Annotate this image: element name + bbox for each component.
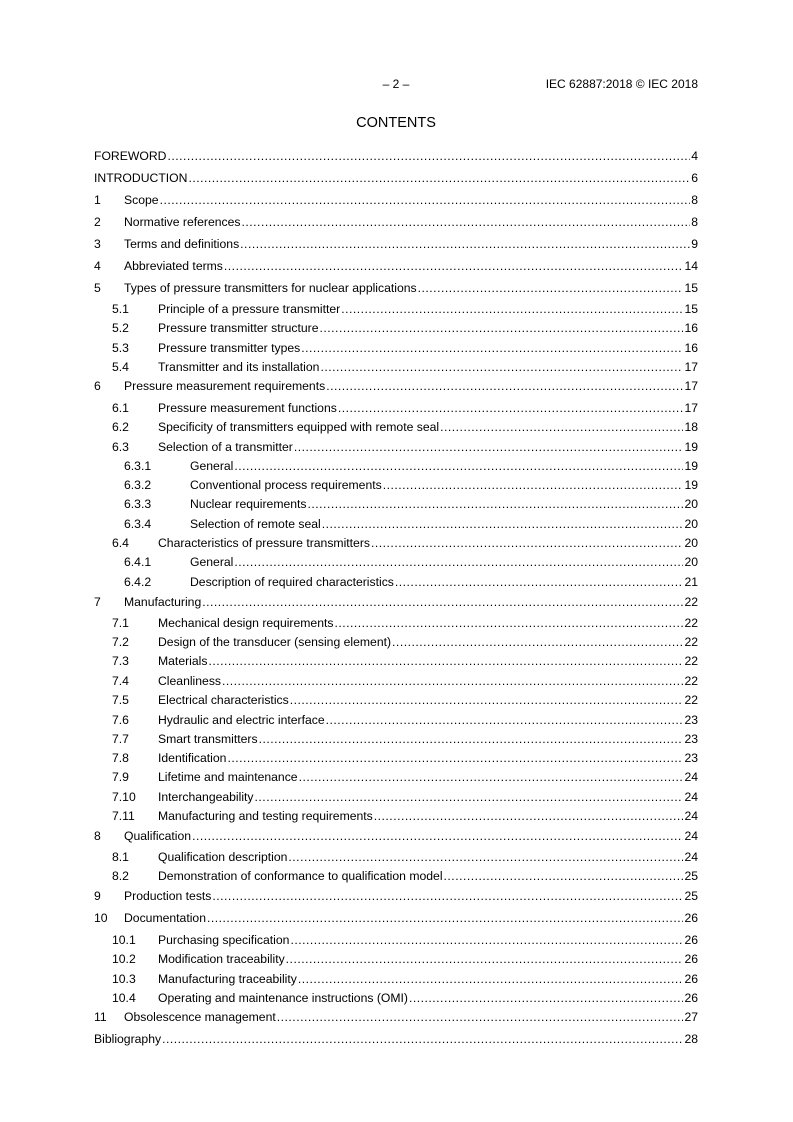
toc-dot-leader: [255, 789, 684, 805]
toc-entry-number: 10.2: [112, 952, 136, 966]
toc-entry-title: Principle of a pressure transmitter: [158, 302, 341, 316]
toc-entry-number: 7.2: [112, 635, 129, 649]
toc-entry-page: 17: [684, 379, 698, 393]
toc-entry-number: 3: [94, 237, 101, 251]
toc-entry-number: 6.3.2: [124, 478, 152, 492]
toc-entry-number: 6.3.4: [124, 517, 152, 531]
toc-entry-page: 22: [684, 654, 698, 668]
toc-dot-leader: [160, 192, 691, 208]
toc-entry[interactable]: [94, 712, 698, 728]
toc-entry[interactable]: [94, 653, 698, 669]
toc-entry-number: 6.4.2: [124, 575, 152, 589]
toc-entry-title: Qualification: [124, 829, 192, 843]
toc-entry-number: 7.1: [112, 616, 129, 630]
toc-entry[interactable]: [94, 439, 698, 455]
toc-entry-title: Selection of remote seal: [190, 517, 321, 531]
toc-entry-number: 4: [94, 259, 101, 273]
toc-entry-number: 6.3: [112, 440, 129, 454]
toc-entry-title: Qualification description: [158, 850, 288, 864]
toc-entry[interactable]: [94, 535, 698, 551]
toc-entry[interactable]: [94, 990, 698, 1006]
toc-entry-title: Materials: [158, 654, 208, 668]
toc-dot-leader: [299, 769, 684, 785]
toc-entry-title: Hydraulic and electric interface: [158, 713, 325, 727]
toc-entry-page: 21: [684, 575, 698, 589]
toc-entry-title: Types of pressure transmitters for nuclear applications: [124, 281, 417, 295]
toc-entry[interactable]: [94, 359, 698, 375]
toc-entry-page: 16: [684, 341, 698, 355]
toc-entry[interactable]: [94, 554, 698, 570]
toc-dot-leader: [383, 477, 684, 493]
toc-entry-title: Transmitter and its installation: [158, 360, 320, 374]
toc-entry[interactable]: [94, 634, 698, 650]
toc-dot-leader: [227, 750, 683, 766]
toc-entry[interactable]: [94, 320, 698, 336]
toc-entry-title: Demonstration of conformance to qualification model: [158, 869, 443, 883]
toc-entry-title: Pressure transmitter structure: [158, 321, 319, 335]
toc-dot-leader: [290, 692, 684, 708]
toc-entry-page: 8: [691, 193, 698, 207]
toc-entry[interactable]: [94, 400, 698, 416]
toc-entry-title: Design of the transducer (sensing element): [158, 635, 392, 649]
toc-dot-leader: [395, 574, 684, 590]
toc-entry[interactable]: [94, 378, 698, 394]
toc-entry-title: Selection of a transmitter: [158, 440, 293, 454]
toc-entry-title: Mechanical design requirements: [158, 616, 334, 630]
toc-entry-title: Obsolescence management: [124, 1010, 276, 1024]
toc-entry[interactable]: [94, 170, 698, 186]
toc-entry-page: 23: [684, 751, 698, 765]
toc-entry-page: 24: [684, 790, 698, 804]
page-number: – 2 –: [382, 77, 410, 91]
toc-dot-leader: [290, 932, 683, 948]
toc-entry-title: Cleanliness: [158, 674, 222, 688]
toc-entry-title: Purchasing specification: [158, 933, 290, 947]
toc-entry-page: 24: [684, 809, 698, 823]
toc-entry-page: 4: [691, 149, 698, 163]
toc-entry-page: 20: [684, 517, 698, 531]
toc-entry[interactable]: [94, 769, 698, 785]
toc-dot-leader: [277, 1009, 684, 1025]
toc-entry-page: 17: [684, 360, 698, 374]
toc-entry-title: General: [190, 555, 234, 569]
toc-entry[interactable]: [94, 419, 698, 435]
toc-entry-number: 7.9: [112, 770, 129, 784]
toc-entry-title: Documentation: [124, 911, 206, 925]
toc-entry[interactable]: [94, 236, 698, 252]
toc-dot-leader: [212, 888, 683, 904]
toc-entry-number: 5.4: [112, 360, 129, 374]
toc-entry-title: Operating and maintenance instructions (OMI): [158, 991, 408, 1005]
toc-entry-page: 22: [684, 635, 698, 649]
toc-entry[interactable]: [94, 280, 698, 296]
toc-entry[interactable]: [94, 615, 698, 631]
toc-entry[interactable]: [94, 1031, 698, 1047]
toc-dot-leader: [308, 496, 684, 512]
toc-entry[interactable]: [94, 458, 698, 474]
toc-entry-title: General: [190, 459, 234, 473]
toc-entry-page: 20: [684, 555, 698, 569]
toc-dot-leader: [440, 419, 683, 435]
toc-dot-leader: [202, 594, 683, 610]
toc-entry[interactable]: [94, 828, 698, 844]
toc-entry[interactable]: [94, 673, 698, 689]
toc-entry-page: 26: [684, 952, 698, 966]
toc-entry-number: 8: [94, 829, 101, 843]
toc-dot-leader: [240, 236, 690, 252]
toc-entry-title: INTRODUCTION: [94, 171, 188, 185]
toc-entry-page: 22: [684, 693, 698, 707]
toc-entry-number: 5: [94, 281, 101, 295]
toc-entry-page: 19: [684, 440, 698, 454]
toc-entry-page: 22: [684, 595, 698, 609]
toc-entry-number: 6.3.1: [124, 459, 152, 473]
toc-entry-title: Terms and definitions: [124, 237, 240, 251]
toc-entry[interactable]: [94, 731, 698, 747]
toc-entry-title: Conventional process requirements: [190, 478, 382, 492]
toc-entry-number: 10.3: [112, 972, 136, 986]
toc-entry[interactable]: [94, 594, 698, 610]
toc-entry-number: 2: [94, 215, 101, 229]
toc-entry-number: 7.6: [112, 713, 129, 727]
toc-entry-number: 7.5: [112, 693, 129, 707]
toc-entry-page: 28: [684, 1032, 698, 1046]
toc-entry-number: 7.8: [112, 751, 129, 765]
toc-entry-number: 6.4.1: [124, 555, 152, 569]
toc-dot-leader: [162, 1031, 683, 1047]
toc-entry[interactable]: [94, 808, 698, 824]
toc-entry[interactable]: [94, 750, 698, 766]
toc-entry-title: Pressure measurement functions: [158, 401, 337, 415]
toc-entry-page: 22: [684, 674, 698, 688]
toc-dot-leader: [294, 439, 684, 455]
toc-entry-number: 6.3.3: [124, 497, 152, 511]
toc-dot-leader: [167, 148, 690, 164]
toc-entry[interactable]: [94, 477, 698, 493]
toc-entry-page: 8: [691, 215, 698, 229]
toc-entry-page: 14: [684, 259, 698, 273]
toc-dot-leader: [298, 971, 684, 987]
toc-dot-leader: [320, 359, 683, 375]
toc-entry-number: 10: [94, 911, 108, 925]
toc-dot-leader: [371, 535, 683, 551]
toc-entry-page: 23: [684, 713, 698, 727]
toc-entry-number: 6: [94, 379, 101, 393]
contents-title: CONTENTS: [356, 115, 436, 131]
toc-entry-number: 6.1: [112, 401, 129, 415]
toc-dot-leader: [208, 653, 683, 669]
toc-entry[interactable]: [94, 849, 698, 865]
toc-dot-leader: [326, 378, 683, 394]
toc-entry-title: Normative references: [124, 215, 241, 229]
toc-entry[interactable]: [94, 868, 698, 884]
toc-entry-title: Modification traceability: [158, 952, 285, 966]
toc-dot-leader: [326, 712, 684, 728]
toc-entry-title: FOREWORD: [94, 149, 167, 163]
toc-entry-number: 8.2: [112, 869, 129, 883]
toc-dot-leader: [242, 214, 691, 230]
toc-entry-number: 7.4: [112, 674, 129, 688]
toc-entry-page: 26: [684, 933, 698, 947]
toc-entry-page: 16: [684, 321, 698, 335]
standard-reference: IEC 62887:2018 © IEC 2018: [545, 77, 698, 91]
toc-entry-page: 9: [691, 237, 698, 251]
toc-dot-leader: [234, 554, 683, 570]
toc-entry-number: 9: [94, 889, 101, 903]
toc-entry-title: Smart transmitters: [158, 732, 258, 746]
toc-entry[interactable]: [94, 214, 698, 230]
toc-dot-leader: [409, 990, 683, 1006]
toc-entry-number: 5.3: [112, 341, 129, 355]
toc-entry-number: 11: [94, 1010, 107, 1024]
toc-entry-title: Abbreviated terms: [124, 259, 223, 273]
toc-dot-leader: [341, 301, 683, 317]
toc-entry[interactable]: [94, 932, 698, 948]
toc-entry[interactable]: [94, 910, 698, 926]
toc-entry[interactable]: [94, 258, 698, 274]
toc-entry-title: Production tests: [124, 889, 212, 903]
toc-entry-number: 10.1: [112, 933, 136, 947]
toc-dot-leader: [188, 170, 690, 186]
toc-dot-leader: [286, 951, 684, 967]
toc-entry[interactable]: [94, 148, 698, 164]
toc-entry-page: 23: [684, 732, 698, 746]
toc-entry-title: Pressure measurement requirements: [124, 379, 326, 393]
toc-entry[interactable]: [94, 1009, 698, 1025]
toc-dot-leader: [224, 258, 684, 274]
toc-entry[interactable]: [94, 789, 698, 805]
toc-entry-page: 26: [684, 991, 698, 1005]
toc-entry-page: 22: [684, 616, 698, 630]
toc-entry-title: Bibliography: [94, 1032, 162, 1046]
toc-dot-leader: [374, 808, 684, 824]
toc-entry-title: Pressure transmitter types: [158, 341, 301, 355]
toc-entry[interactable]: [94, 192, 698, 208]
toc-entry-page: 25: [684, 889, 698, 903]
toc-entry-number: 5.2: [112, 321, 129, 335]
toc-entry-title: Manufacturing and testing requirements: [158, 809, 373, 823]
toc-entry-page: 27: [684, 1010, 698, 1024]
toc-dot-leader: [334, 615, 683, 631]
toc-entry-page: 19: [684, 478, 698, 492]
toc-entry-number: 7.7: [112, 732, 129, 746]
toc-dot-leader: [207, 910, 683, 926]
toc-dot-leader: [288, 849, 683, 865]
toc-entry[interactable]: [94, 971, 698, 987]
toc-entry-title: Characteristics of pressure transmitters: [158, 536, 370, 550]
toc-dot-leader: [444, 868, 684, 884]
toc-dot-leader: [320, 320, 684, 336]
toc-entry-page: 24: [684, 770, 698, 784]
toc-dot-leader: [192, 828, 683, 844]
toc-entry-number: 1: [94, 193, 101, 207]
toc-entry-page: 19: [684, 459, 698, 473]
toc-dot-leader: [259, 731, 684, 747]
toc-entry-page: 15: [684, 302, 698, 316]
toc-entry[interactable]: [94, 574, 698, 590]
toc-entry-title: Manufacturing traceability: [158, 972, 297, 986]
toc-entry[interactable]: [94, 496, 698, 512]
toc-entry-number: 7.10: [112, 790, 136, 804]
toc-entry-page: 15: [684, 281, 698, 295]
toc-entry-title: Identification: [158, 751, 227, 765]
toc-entry-page: 26: [684, 972, 698, 986]
toc-entry-title: Scope: [124, 193, 159, 207]
toc-entry-page: 17: [684, 401, 698, 415]
toc-dot-leader: [222, 673, 683, 689]
toc-dot-leader: [338, 400, 684, 416]
toc-entry-title: Manufacturing: [124, 595, 202, 609]
toc-entry-number: 7: [94, 595, 101, 609]
toc-entry-number: 5.1: [112, 302, 129, 316]
toc-entry[interactable]: [94, 692, 698, 708]
toc-entry[interactable]: [94, 340, 698, 356]
toc-entry-title: Specificity of transmitters equipped with remote seal: [158, 420, 440, 434]
toc-entry-number: 6.2: [112, 420, 129, 434]
toc-entry-title: Interchangeability: [158, 790, 254, 804]
toc-entry-number: 8.1: [112, 850, 129, 864]
toc-entry-page: 18: [684, 420, 698, 434]
toc-entry-number: 7.11: [112, 809, 135, 823]
toc-dot-leader: [301, 340, 683, 356]
toc-entry[interactable]: [94, 516, 698, 532]
toc-entry-page: 26: [684, 911, 698, 925]
toc-entry[interactable]: [94, 301, 698, 317]
toc-entry[interactable]: [94, 951, 698, 967]
toc-entry-number: 6.4: [112, 536, 129, 550]
toc-entry-title: Electrical characteristics: [158, 693, 289, 707]
toc-entry-number: 10.4: [112, 991, 136, 1005]
toc-dot-leader: [234, 458, 683, 474]
toc-entry-title: Lifetime and maintenance: [158, 770, 298, 784]
toc-entry[interactable]: [94, 888, 698, 904]
toc-entry-page: 20: [684, 536, 698, 550]
toc-entry-page: 24: [684, 850, 698, 864]
toc-dot-leader: [418, 280, 684, 296]
toc-dot-leader: [392, 634, 683, 650]
toc-entry-page: 25: [684, 869, 698, 883]
toc-entry-title: Nuclear requirements: [190, 497, 307, 511]
toc-entry-title: Description of required characteristics: [190, 575, 394, 589]
toc-entry-page: 6: [691, 171, 698, 185]
toc-entry-page: 24: [684, 829, 698, 843]
toc-entry-number: 7.3: [112, 654, 129, 668]
toc-dot-leader: [322, 516, 684, 532]
toc-entry-page: 20: [684, 497, 698, 511]
